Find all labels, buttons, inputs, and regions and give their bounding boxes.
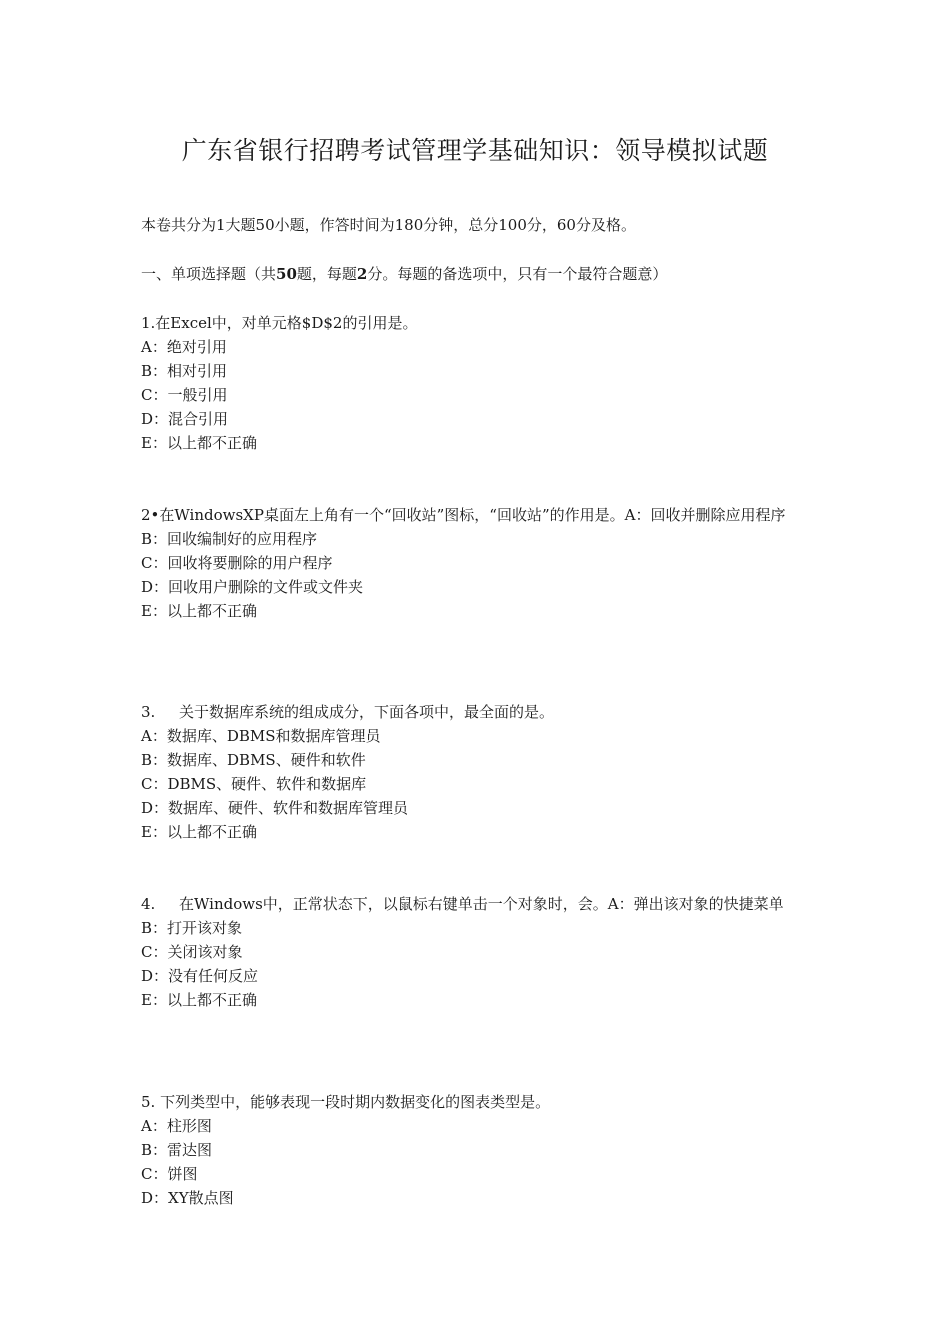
option-d: D：XY散点图: [141, 1189, 234, 1207]
question-stem: 2•在WindowsXP桌面左上角有一个“回收站”图标，“回收站”的作用是。A：回收并删除应用程序: [141, 506, 786, 524]
question-stem-row: [141, 700, 813, 724]
option-d: D：回收用户删除的文件或文件夹: [141, 578, 364, 596]
option-c: C：饼图: [141, 1165, 198, 1183]
question-stem: 5. 下列类型中，能够表现一段时期内数据变化的图表类型是。: [141, 1093, 551, 1111]
section-heading-suffix: 分。每题的备选项中，只有一个最符合题意）: [367, 265, 668, 283]
option-a: A：柱形图: [141, 1117, 212, 1135]
question-number: 4.: [141, 895, 156, 913]
question-4: [141, 892, 813, 1012]
option-a: A：绝对引用: [141, 338, 227, 356]
option-b: B：相对引用: [141, 362, 228, 380]
question-stem: 1.在Excel中，对单元格$D$2的引用是。: [141, 314, 418, 332]
question-2: [141, 503, 813, 623]
section-heading-prefix: 一、单项选择题（共: [141, 265, 277, 283]
question-number: 3.: [141, 703, 156, 721]
option-d: D：没有任何反应: [141, 967, 259, 985]
option-e: E：以上都不正确: [141, 602, 257, 620]
question-stem: 在Windows中，正常状态下，以鼠标右键单击一个对象时，会。A：弹出该对象的快捷菜单: [179, 895, 784, 913]
option-c: C：关闭该对象: [141, 943, 243, 961]
section-heading: [141, 262, 667, 286]
section-points: 2: [356, 265, 368, 283]
exam-intro: 本卷共分为1大题50小题，作答时间为180分钟，总分100分，60分及格。: [141, 216, 636, 234]
option-a: A：数据库、DBMS和数据库管理员: [141, 727, 381, 745]
question-stem-row: [141, 892, 813, 916]
option-b: B：雷达图: [141, 1141, 213, 1159]
option-d: D：数据库、硬件、软件和数据库管理员: [141, 799, 409, 817]
option-c: C：回收将要删除的用户程序: [141, 554, 333, 572]
question-3: [141, 700, 813, 844]
page-title: 广东省银行招聘考试管理学基础知识：领导模拟试题: [181, 136, 769, 165]
option-b: B：数据库、DBMS、硬件和软件: [141, 751, 366, 769]
section-question-count: 50: [276, 265, 297, 283]
option-b: B：打开该对象: [141, 919, 243, 937]
option-d: D：混合引用: [141, 410, 229, 428]
option-c: C：一般引用: [141, 386, 228, 404]
question-stem: 关于数据库系统的组成成分，下面各项中，最全面的是。: [179, 703, 555, 721]
option-e: E：以上都不正确: [141, 823, 257, 841]
question-1: [141, 311, 813, 455]
option-e: E：以上都不正确: [141, 434, 257, 452]
question-5: [141, 1090, 813, 1210]
section-heading-mid: 题，每题: [296, 265, 357, 283]
option-c: C：DBMS、硬件、软件和数据库: [141, 775, 367, 793]
option-b: B：回收编制好的应用程序: [141, 530, 318, 548]
option-e: E：以上都不正确: [141, 991, 257, 1009]
